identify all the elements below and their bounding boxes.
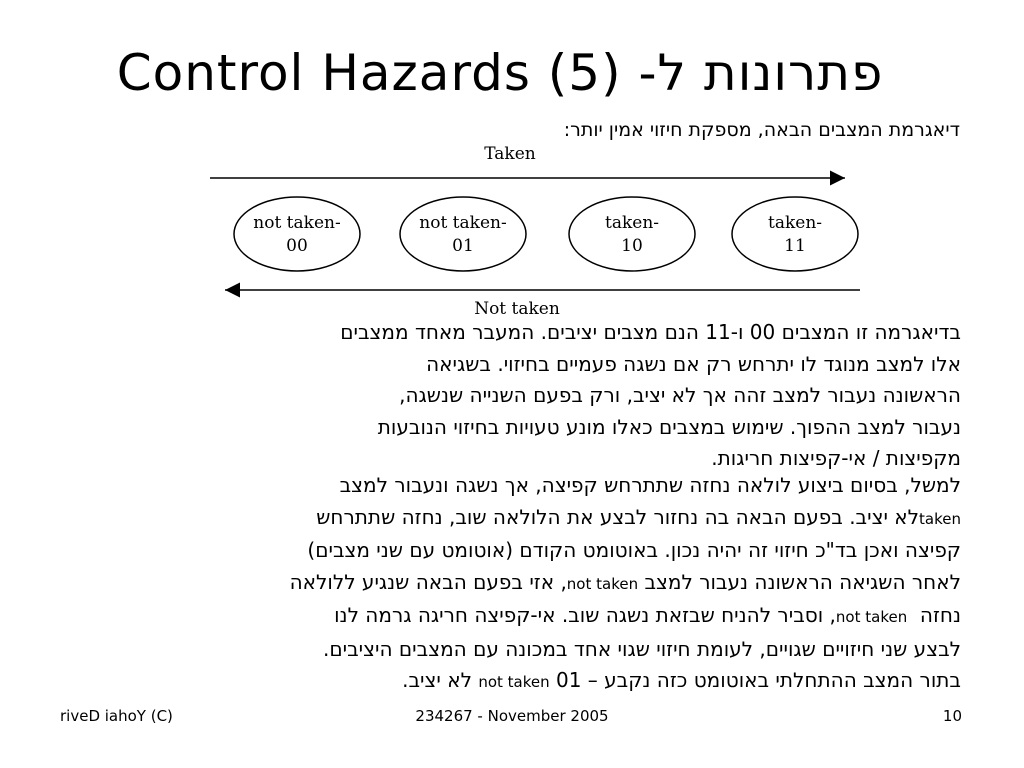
state-code: 01 – <box>555 668 598 692</box>
paragraph-text: , וסביר להניח שבזאת נשגה שוב. אי-קפיצה חריגה גרמה לנו <box>334 603 836 627</box>
example-paragraph <box>41 470 961 699</box>
state-diagram <box>195 138 875 323</box>
footer-course: 234267 - November 2005 <box>415 707 609 725</box>
state-11-label: taken- <box>767 213 823 233</box>
inline-term: not taken <box>835 608 908 626</box>
paragraph-line <box>41 567 961 601</box>
state-10-label: taken- <box>604 213 660 233</box>
inline-term: not taken <box>566 574 639 593</box>
state-10-code: 10 <box>621 236 643 256</box>
intro-text: דיאגרמת המצבים הבאה, מספקת חיזוי אמין יותר: <box>563 119 960 141</box>
not-taken-label: Not taken <box>474 299 560 319</box>
state-11-code: 11 <box>784 236 806 256</box>
paragraph-line <box>41 600 961 634</box>
state-00 <box>234 197 360 271</box>
state-01-label: not taken- <box>419 213 507 233</box>
paragraph-line: בדיאגרמה זו המצבים 00 ו-11 הנם מצבים יציבים. המעבר מאחד ממצבים <box>340 320 961 344</box>
state-10-ellipse <box>569 197 695 271</box>
state-01 <box>400 197 526 271</box>
state-11 <box>732 197 858 271</box>
paragraph-line: נעבור למצב ההפוך. שימוש במצבים כאלו מונע טעויות בחיזוי הנובעות <box>377 414 961 439</box>
paragraph-line: למשל, בסיום ביצוע לולאה נחזה שתתרחש קפיצה, אך נשגה ונעבור למצב <box>339 473 961 497</box>
paragraph-line <box>41 502 961 536</box>
state-00-label: not taken- <box>253 213 341 233</box>
taken-label: Taken <box>484 144 536 164</box>
inline-term: not taken <box>478 673 550 691</box>
paragraph-line: לבצע שני חיזויים שגויים, לעומת חיזוי שגוי אחד במכונה עם המצבים היציבים. <box>323 636 961 661</box>
paragraph-line: אלו למצב מנוגד לו יתרחש רק אם נשגה פעמיים בחיזוי. בשגיאה <box>426 351 961 376</box>
state-10 <box>569 197 695 271</box>
state-11-ellipse <box>732 197 858 271</box>
paragraph-text: , אזי בפעם הבאה שנגיע ללולאה <box>289 569 567 594</box>
paragraph-text: לא יציב. <box>402 668 472 692</box>
paragraph-text: לאחר השגיאה הראשונה נעבור למצב <box>644 569 961 594</box>
state-00-ellipse <box>234 197 360 271</box>
state-01-ellipse <box>400 197 526 271</box>
paragraph-line <box>41 665 961 699</box>
paragraph-line: מקפיצות / אי-קפיצות חריגות. <box>711 446 961 470</box>
paragraph-text: נחזה <box>919 603 961 627</box>
paragraph-line: קפיצה ואכן בד"כ חיזוי זה יהיה נכון. באוטומט הקודם (אוטומט עם שני מצבים) <box>307 538 961 562</box>
inline-term: taken <box>919 509 961 528</box>
state-00-code: 00 <box>286 236 308 256</box>
paragraph-line: הראשונה נעבור למצב זהה אך לא יציב, ורק בפעם השנייה שנשגה, <box>399 383 961 407</box>
footer-page-number: 10 <box>942 707 962 725</box>
state-01-code: 01 <box>452 236 474 256</box>
state-diagram-svg <box>195 138 875 323</box>
paragraph-text: לא יציב. בפעם הבאה בה נחזור לבצע את הלולאה שוב, נחזה שתתרחש <box>316 504 920 529</box>
footer-copyright: riveD iahoY (C) <box>60 707 173 725</box>
slide-title: פתרונות ל- Control Hazards (5) <box>116 44 884 102</box>
explanation-paragraph <box>41 317 961 475</box>
paragraph-text: בתור המצב ההתחלתי באוטומט כזה נקבע <box>604 668 961 692</box>
